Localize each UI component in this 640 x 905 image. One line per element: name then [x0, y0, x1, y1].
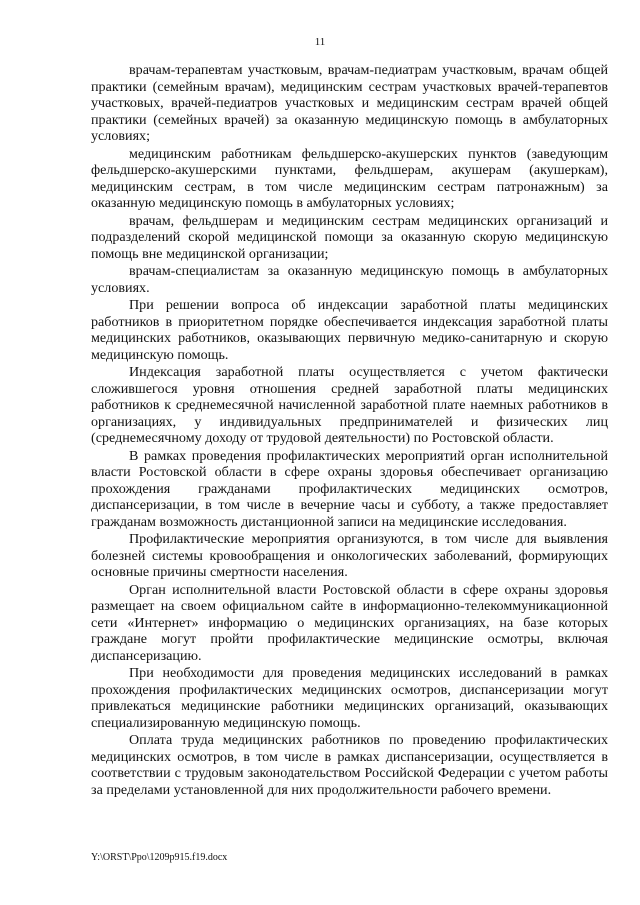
paragraph-8: Профилактические мероприятия организуются, в том числе для выявления болезней системы кровообращения и онкологических заболеваний, формирующих основные причины смертности населения. — [91, 531, 608, 580]
paragraph-9: Орган исполнительной власти Ростовской области в сфере охраны здоровья размещает на своем официальном сайте в информационно-телекоммуникационной сети «Интернет» информацию о медицинских организациях, на базе которых граждане могут пройти профилактические медицинские осмотры, включая диспансеризацию. — [91, 581, 608, 664]
paragraph-11: Оплата труда медицинских работников по проведению профилактических медицинских осмотров, в том числе в рамках диспансеризации, осуществляется в соответствии с трудовым законодательством Российской Федерации с учетом работы за пределами установленной для них продолжительности рабочего времени. — [91, 732, 608, 798]
paragraph-7: В рамках проведения профилактических мероприятий орган исполнительной власти Ростовской области в сфере охраны здоровья обеспечивает организацию прохождения гражданами профилактических медицинских осмотров, диспансеризации, в том числе в вечерние часы и субботу, а также предоставляет гражданам возможность дистанционной записи на медицинские исследования. — [91, 447, 608, 530]
paragraph-1: врачам-терапевтам участковым, врачам-педиатрам участковым, врачам общей практики (семейным врачам), медицинским сестрам участковых врачей-терапевтов участковых, врачей-педиатров участковых и медицинским сестрам врачей общей практики (семейных врачей) за оказанную медицинскую помощь в амбулаторных условиях; — [91, 62, 608, 144]
footer-file-path: Y:\ORST\Ppo\1209p915.f19.docx — [91, 852, 228, 863]
page-number: 11 — [314, 36, 326, 48]
document-body — [91, 62, 608, 799]
paragraph-5: При решении вопроса об индексации заработной платы медицинских работников в приоритетном порядке обеспечивается индексация заработной платы медицинских работников, оказывающих первичную медико-санитарную и скорую медицинскую помощь. — [91, 297, 608, 363]
paragraph-10: При необходимости для проведения медицинских исследований в рамках прохождения профилактических медицинских осмотров, диспансеризации могут привлекаться медицинские работники медицинских организаций, оказывающих специализированную медицинскую помощь. — [91, 665, 608, 731]
paragraph-4: врачам-специалистам за оказанную медицинскую помощь в амбулаторных условиях. — [91, 263, 608, 296]
paragraph-6: Индексация заработной платы осуществляется с учетом фактически сложившегося уровня отношения средней заработной платы медицинских работников к среднемесячной начисленной заработной плате наемных работников в организациях, у индивидуальных предпринимателей и физических лиц (среднемесячному доходу от трудовой деятельности) по Ростовской области. — [91, 364, 608, 446]
paragraph-3: врачам, фельдшерам и медицинским сестрам медицинских организаций и подразделений скорой медицинской помощи за оказанную скорую медицинскую помощь вне медицинской организации; — [91, 212, 608, 262]
paragraph-2: медицинским работникам фельдшерско-акушерских пунктов (заведующим фельдшерско-акушерскими пунктами, фельдшерам, акушерам (акушеркам), медицинским сестрам, в том числе медицинским сестрам патронажным) за оказанную медицинскую помощь в амбулаторных условиях; — [91, 145, 608, 211]
